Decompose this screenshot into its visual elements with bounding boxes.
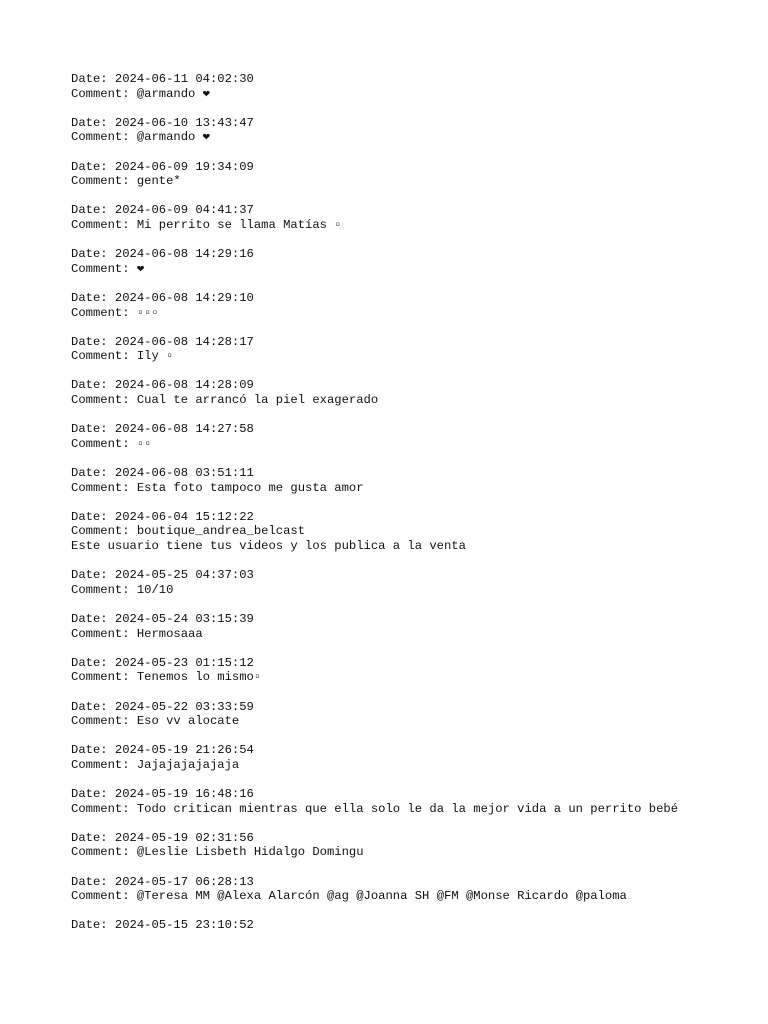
comment-prefix: Comment: xyxy=(71,845,137,860)
comment-prefix: Comment: xyxy=(71,436,137,451)
comment-prefix: Comment: xyxy=(71,174,137,189)
entry-comment xyxy=(71,889,761,904)
comment-text: gente* xyxy=(136,174,181,189)
comment-prefix: Comment: xyxy=(71,349,137,364)
entry-comment xyxy=(71,845,761,860)
date-value: 2024-06-08 03:51:11 xyxy=(114,466,254,481)
comment-prefix: Comment: xyxy=(71,393,137,408)
comment-entry xyxy=(71,378,761,407)
entry-date xyxy=(71,743,761,758)
date-prefix: Date: xyxy=(71,655,115,670)
comment-entry xyxy=(71,743,761,772)
date-value: 2024-05-17 06:28:13 xyxy=(114,874,254,889)
entry-date xyxy=(71,875,761,890)
date-prefix: Date: xyxy=(71,466,115,481)
comment-prefix: Comment: xyxy=(71,714,137,729)
date-value: 2024-06-08 14:28:09 xyxy=(114,378,254,393)
date-prefix: Date: xyxy=(71,918,115,933)
date-prefix: Date: xyxy=(71,290,115,305)
comment-text: @armando ❤ xyxy=(136,86,210,101)
comment-prefix: Comment: xyxy=(71,582,137,597)
entry-date xyxy=(71,247,761,262)
comment-text: Este usuario tiene tus videos y los publica a la venta xyxy=(71,539,466,553)
date-value: 2024-06-09 19:34:09 xyxy=(114,159,254,174)
comment-text: Eso vv alocate xyxy=(136,714,240,729)
entry-comment-continuation xyxy=(71,539,761,554)
date-value: 2024-05-15 23:10:52 xyxy=(114,918,254,933)
entry-comment xyxy=(71,130,761,145)
date-prefix: Date: xyxy=(71,743,115,758)
entry-date xyxy=(71,831,761,846)
date-prefix: Date: xyxy=(71,203,115,218)
comment-text: 10/10 xyxy=(136,582,174,597)
date-prefix: Date: xyxy=(71,509,115,524)
comment-prefix: Comment: xyxy=(71,626,137,641)
comment-entry xyxy=(71,510,761,554)
date-prefix: Date: xyxy=(71,247,115,262)
date-prefix: Date: xyxy=(71,159,115,174)
comment-prefix: Comment: xyxy=(71,86,137,101)
entry-date xyxy=(71,700,761,715)
comment-text: boutique_andrea_belcast xyxy=(136,524,306,539)
comment-text: ▫▫ xyxy=(136,436,152,451)
entry-date xyxy=(71,203,761,218)
entry-date xyxy=(71,612,761,627)
comment-text: @Leslie Lisbeth Hidalgo Domingu xyxy=(136,845,364,860)
entry-comment xyxy=(71,583,761,598)
entry-date xyxy=(71,116,761,131)
comment-text: @armando ❤ xyxy=(136,130,210,145)
comment-prefix: Comment: xyxy=(71,670,137,685)
date-value: 2024-06-10 13:43:47 xyxy=(114,115,254,130)
comment-entry xyxy=(71,291,761,320)
date-prefix: Date: xyxy=(71,611,115,626)
comment-text: Cual te arrancó la piel exagerado xyxy=(136,393,379,408)
comment-entry xyxy=(71,160,761,189)
entry-comment xyxy=(71,349,761,364)
date-prefix: Date: xyxy=(71,115,115,130)
date-value: 2024-05-23 01:15:12 xyxy=(114,655,254,670)
comment-entry xyxy=(71,656,761,685)
date-value: 2024-05-19 16:48:16 xyxy=(114,787,254,802)
date-value: 2024-06-04 15:12:22 xyxy=(114,509,254,524)
comment-entry xyxy=(71,875,761,904)
comment-text: Ily ▫ xyxy=(136,349,174,364)
date-value: 2024-06-08 14:27:58 xyxy=(114,422,254,437)
entry-date xyxy=(71,466,761,481)
entry-date xyxy=(71,160,761,175)
comment-prefix: Comment: xyxy=(71,889,137,904)
comment-prefix: Comment: xyxy=(71,217,137,232)
entry-comment xyxy=(71,802,761,817)
comment-entry xyxy=(71,787,761,816)
entry-comment xyxy=(71,714,761,729)
comment-entry xyxy=(71,568,761,597)
entry-comment xyxy=(71,437,761,452)
comment-entry xyxy=(71,335,761,364)
entry-date xyxy=(71,422,761,437)
comment-entry xyxy=(71,422,761,451)
entry-date xyxy=(71,656,761,671)
comment-entry xyxy=(71,203,761,232)
date-prefix: Date: xyxy=(71,787,115,802)
entry-comment xyxy=(71,174,761,189)
date-value: 2024-05-19 21:26:54 xyxy=(114,743,254,758)
comment-prefix: Comment: xyxy=(71,130,137,145)
comment-entry xyxy=(71,466,761,495)
entry-date xyxy=(71,291,761,306)
entry-comment xyxy=(71,218,761,233)
comment-entry xyxy=(71,700,761,729)
entry-comment xyxy=(71,670,761,685)
comment-text: Tenemos lo mismo▫ xyxy=(136,670,262,685)
date-prefix: Date: xyxy=(71,699,115,714)
comment-entry xyxy=(71,918,761,933)
comment-prefix: Comment: xyxy=(71,524,137,539)
date-value: 2024-05-19 02:31:56 xyxy=(114,830,254,845)
comment-log xyxy=(71,72,761,948)
entry-comment xyxy=(71,393,761,408)
comment-text: Esta foto tampoco me gusta amor xyxy=(136,480,364,495)
comment-entry xyxy=(71,116,761,145)
date-value: 2024-06-11 04:02:30 xyxy=(114,72,254,86)
comment-prefix: Comment: xyxy=(71,757,137,772)
comment-text: Todo critican mientras que ella solo le da la mejor vida a un perrito bebé xyxy=(136,801,679,816)
comment-prefix: Comment: xyxy=(71,305,137,320)
comment-prefix: Comment: xyxy=(71,261,137,276)
comment-text: Mi perrito se llama Matías ▫ xyxy=(136,217,342,232)
entry-comment xyxy=(71,758,761,773)
date-prefix: Date: xyxy=(71,334,115,349)
comment-entry xyxy=(71,247,761,276)
comment-text: @Teresa MM @Alexa Alarcón @ag @Joanna SH @FM @Monse Ricardo @paloma xyxy=(136,889,627,904)
date-prefix: Date: xyxy=(71,422,115,437)
entry-date xyxy=(71,378,761,393)
entry-date xyxy=(71,787,761,802)
date-value: 2024-05-25 04:37:03 xyxy=(114,568,254,583)
date-value: 2024-06-08 14:29:10 xyxy=(114,290,254,305)
entry-date xyxy=(71,510,761,525)
comment-entry xyxy=(71,831,761,860)
date-value: 2024-05-22 03:33:59 xyxy=(114,699,254,714)
entry-comment xyxy=(71,87,761,102)
date-value: 2024-06-08 14:29:16 xyxy=(114,247,254,262)
entry-date xyxy=(71,335,761,350)
date-prefix: Date: xyxy=(71,378,115,393)
comment-text: ❤ xyxy=(136,261,145,276)
date-prefix: Date: xyxy=(71,72,115,86)
entry-comment xyxy=(71,481,761,496)
entry-date xyxy=(71,568,761,583)
date-prefix: Date: xyxy=(71,874,115,889)
entry-date xyxy=(71,918,761,933)
comment-entry xyxy=(71,72,761,101)
entry-date xyxy=(71,72,761,87)
comment-text: Jajajajajajaja xyxy=(136,757,240,772)
date-prefix: Date: xyxy=(71,830,115,845)
date-value: 2024-06-08 14:28:17 xyxy=(114,334,254,349)
comment-prefix: Comment: xyxy=(71,801,137,816)
comment-prefix: Comment: xyxy=(71,480,137,495)
entry-comment xyxy=(71,524,761,539)
entry-comment xyxy=(71,627,761,642)
entry-comment xyxy=(71,306,761,321)
date-prefix: Date: xyxy=(71,568,115,583)
entry-comment xyxy=(71,262,761,277)
date-value: 2024-05-24 03:15:39 xyxy=(114,611,254,626)
comment-entry xyxy=(71,612,761,641)
comment-text: Hermosaaa xyxy=(136,626,203,641)
date-value: 2024-06-09 04:41:37 xyxy=(114,203,254,218)
comment-text: ▫▫▫ xyxy=(136,305,159,320)
